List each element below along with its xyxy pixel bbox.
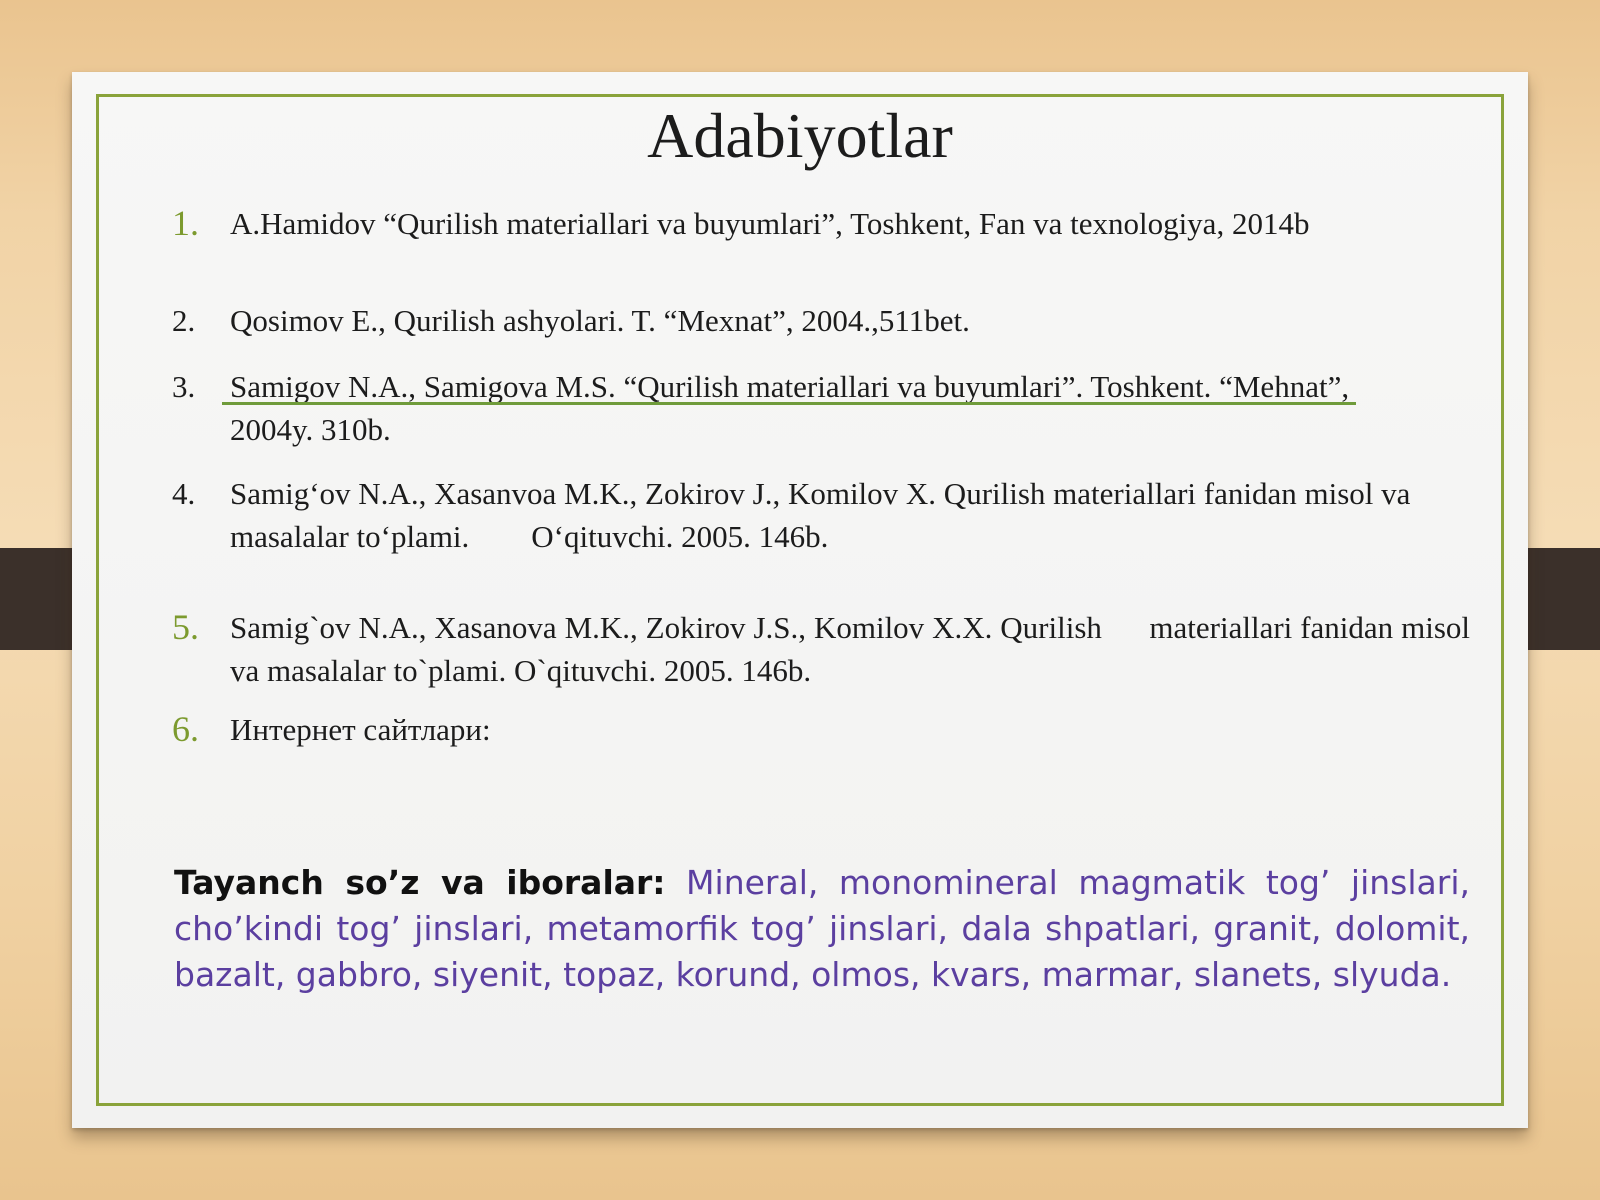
reference-number: 5. <box>172 607 199 647</box>
reference-item <box>172 299 1470 342</box>
reference-item <box>172 472 1470 558</box>
reference-text: A.Hamidov “Qurilish materiallari va buyumlari”, Toshkent, Fan va texnologiya, 2014b <box>230 206 1310 241</box>
reference-number: 1. <box>172 203 199 243</box>
reference-number: 2. <box>172 303 196 338</box>
slide-title: Adabiyotlar <box>647 100 953 171</box>
reference-text: Samigov N.A., Samigova M.S. “Qurilish materiallari va buyumlari”. Toshkent. “Mehnat”, 2004y. 310b. <box>230 369 1350 447</box>
reference-number: 4. <box>172 476 196 511</box>
keywords-paragraph <box>174 860 1470 998</box>
slide-card <box>72 72 1528 1128</box>
reference-number: 3. <box>172 369 196 404</box>
reference-number: 6. <box>172 709 199 749</box>
reference-item <box>172 606 1478 692</box>
reference-text: Интернет сайтлари: <box>230 712 491 747</box>
reference-text: Samig‘ov N.A., Xasanvoa M.K., Zokirov J., Komilov X. Qurilish materiallari fanidan misol va masalalar to‘plami. O‘qituvchi. 2005. 146b. <box>230 476 1419 554</box>
reference-text: Qosimov E., Qurilish ashyolari. T. “Mexnat”, 2004.,511bet. <box>230 303 970 338</box>
reference-text: Samig`ov N.A., Xasanova M.K., Zokirov J.S., Komilov X.X. Qurilish materiallari fanidan misol va masalalar to`plami. O`qituvchi. 2005. 146b. <box>230 610 1478 688</box>
keywords-text: Mineral, monomineral magmatik tog’ jinslari, cho’kindi tog’ jinslari, metamorfik tog’ jinslari, dala shpatlari, granit, dolomit, bazalt, gabbro, siyenit, topaz, korund, olmos, kvars, marmar, slanets, slyuda. <box>174 863 1470 994</box>
keywords-label: Tayanch so’z va iboralar: <box>174 863 666 902</box>
reference-item <box>172 365 1470 451</box>
reference-item <box>172 202 1470 245</box>
underline-rule <box>222 402 1356 405</box>
reference-item <box>172 708 1470 751</box>
